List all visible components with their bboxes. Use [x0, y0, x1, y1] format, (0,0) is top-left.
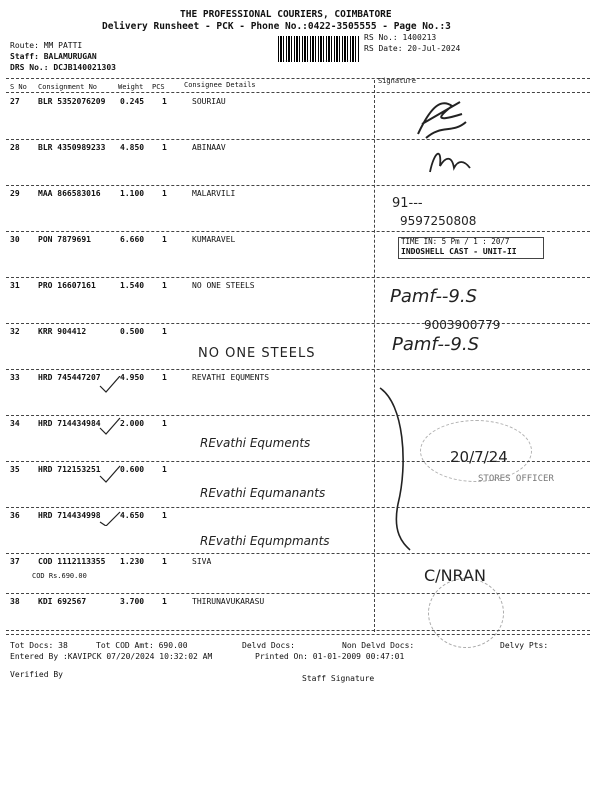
drs-number: DRS No.: DCJB140021303: [10, 63, 116, 72]
row-weight: 1.100: [120, 189, 145, 198]
row-weight: 1.540: [120, 281, 145, 290]
col-sno: S No: [10, 83, 27, 91]
handwriting-row29-phone: 9597250808: [400, 214, 477, 228]
handwriting-row32-consignee: NO ONE STEELS: [198, 346, 316, 361]
signature-row27: [412, 94, 472, 144]
route: Route: MM PATTI: [10, 41, 83, 50]
row-sno: 33: [10, 373, 20, 382]
signature-row28: [426, 142, 476, 178]
row-pcs: 1: [162, 597, 167, 606]
handwriting-row35: REvathi Equmanants: [200, 486, 326, 500]
col-consignment: Consignment No: [38, 83, 98, 91]
row-consignment-no: BLR 4350989233: [38, 143, 106, 152]
barcode: [278, 36, 360, 62]
row-weight: 1.230: [120, 557, 145, 566]
row-weight: 0.600: [120, 465, 145, 474]
row-weight: 0.500: [120, 327, 145, 336]
row-weight: 3.700: [120, 597, 145, 606]
handwriting-row34: REvathi Equments: [200, 436, 311, 450]
rs-date: RS Date: 20-Jul-2024: [364, 44, 461, 53]
row-pcs: 1: [162, 143, 167, 152]
stamp-row30: [398, 237, 544, 259]
row-consignment-no: MAA 866583016: [38, 189, 101, 198]
row-pcs: 1: [162, 189, 167, 198]
row-sno: 37: [10, 557, 20, 566]
row-weight: 2.000: [120, 419, 145, 428]
table-top-rule: [6, 78, 590, 79]
row-divider: [6, 369, 590, 370]
row-cod-note: COD Rs.690.00: [32, 572, 87, 580]
company-name: THE PROFESSIONAL COURIERS, COIMBATORE: [180, 9, 392, 20]
row-consignment-no: HRD 745447207: [38, 373, 101, 382]
row-weight: 4.850: [120, 143, 145, 152]
total-docs: Tot Docs: 38: [10, 641, 68, 650]
row-consignment-no: COD 1112113355: [38, 557, 106, 566]
row-consignee: SOURIAU: [192, 97, 226, 106]
row-sno: 31: [10, 281, 20, 290]
handwriting-row32-signature: Pamf--9.S: [392, 334, 480, 355]
non-delivered-docs: Non Delvd Docs:: [342, 641, 415, 650]
row-consignment-no: BLR 5352076209: [38, 97, 106, 106]
row-divider: [6, 553, 590, 554]
row-divider: [6, 185, 590, 186]
printed-on: Printed On: 01-01-2009 00:47:01: [255, 652, 405, 661]
row-consignment-no: PON 7879691: [38, 235, 91, 244]
row-pcs: 1: [162, 557, 167, 566]
delivery-points: Delvy Pts:: [500, 641, 549, 650]
row-sno: 36: [10, 511, 20, 520]
row-divider: [6, 231, 590, 232]
row-weight: 4.950: [120, 373, 145, 382]
row-pcs: 1: [162, 419, 167, 428]
row-divider: [6, 323, 590, 324]
handwriting-row32-phone: 9003900779: [424, 318, 501, 332]
row-consignee: THIRUNAVUKARASU: [192, 597, 265, 606]
row-divider: [6, 415, 590, 416]
row-pcs: 1: [162, 97, 167, 106]
row-sno: 29: [10, 189, 20, 198]
row-consignment-no: HRD 714434984: [38, 419, 101, 428]
row-consignee: ABINAAV: [192, 143, 226, 152]
footer-rule: [6, 634, 590, 635]
row-sno: 32: [10, 327, 20, 336]
row-pcs: 1: [162, 373, 167, 382]
rs-number: RS No.: 1400213: [364, 33, 437, 42]
row-pcs: 1: [162, 511, 167, 520]
bracket-mark: [374, 384, 414, 554]
row-pcs: 1: [162, 281, 167, 290]
handwriting-row36: REvathi Equmpmants: [200, 534, 330, 548]
row-consignment-no: KDI 692567: [38, 597, 87, 606]
row-consignment-no: HRD 712153251: [38, 465, 101, 474]
staff: Staff: BALAMURUGAN: [10, 52, 97, 61]
row-pcs: 1: [162, 235, 167, 244]
staff-signature: Staff Signature: [302, 674, 375, 683]
row-consignment-no: HRD 714434998: [38, 511, 101, 520]
tick-marks: [98, 376, 128, 526]
stamp-company: INDOSHELL CAST - UNIT-II: [401, 247, 517, 256]
row-consignee: KUMARAVEL: [192, 235, 236, 244]
row-consignment-no: PRO 16607161: [38, 281, 96, 290]
row-sno: 34: [10, 419, 20, 428]
round-seal: [428, 578, 504, 648]
verified-by: Verified By: [10, 670, 63, 679]
row-weight: 6.660: [120, 235, 145, 244]
row-divider: [6, 593, 590, 594]
row-sno: 27: [10, 97, 20, 106]
delivered-docs: Delvd Docs:: [242, 641, 295, 650]
row-consignee: REVATHI EQUMENTS: [192, 373, 270, 382]
row-divider: [6, 277, 590, 278]
handwriting-row29: 91---: [392, 196, 423, 211]
col-consignee: Consignee Details: [184, 81, 256, 89]
header-rule: [6, 92, 590, 93]
row-divider: [6, 507, 590, 508]
row-sno: 38: [10, 597, 20, 606]
stamp-time: TIME IN: 5 Pm / 1 : 20/7: [401, 237, 510, 246]
runsheet-title: Delivery Runsheet - PCK - Phone No.:0422-3505555 - Page No.:3: [102, 21, 451, 32]
row-divider: [6, 630, 590, 631]
row-pcs: 1: [162, 465, 167, 474]
total-cod: Tot COD Amt: 690.00: [96, 641, 188, 650]
row-consignment-no: KRR 904412: [38, 327, 87, 336]
row-pcs: 1: [162, 327, 167, 336]
row-consignee: SIVA: [192, 557, 212, 566]
row-sno: 35: [10, 465, 20, 474]
col-signature: Signature: [378, 77, 416, 85]
handwriting-row31: Pamf--9.S: [390, 286, 478, 307]
row-weight: 4.650: [120, 511, 145, 520]
col-pcs: PCS: [152, 83, 165, 91]
row-weight: 0.245: [120, 97, 145, 106]
row-consignee: NO ONE STEELS: [192, 281, 255, 290]
handwriting-date: 20/7/24: [450, 448, 508, 466]
row-consignee: MALARVILI: [192, 189, 236, 198]
entered-by: Entered By :KAVIPCK 07/20/2024 10:32:02 AM: [10, 652, 213, 661]
row-sno: 28: [10, 143, 20, 152]
handwriting-row37: C/NRAN: [424, 566, 486, 585]
col-weight: Weight: [118, 83, 144, 91]
stamp-stores-officer: STORES OFFICER: [478, 474, 554, 484]
row-divider: [6, 139, 590, 140]
row-sno: 30: [10, 235, 20, 244]
